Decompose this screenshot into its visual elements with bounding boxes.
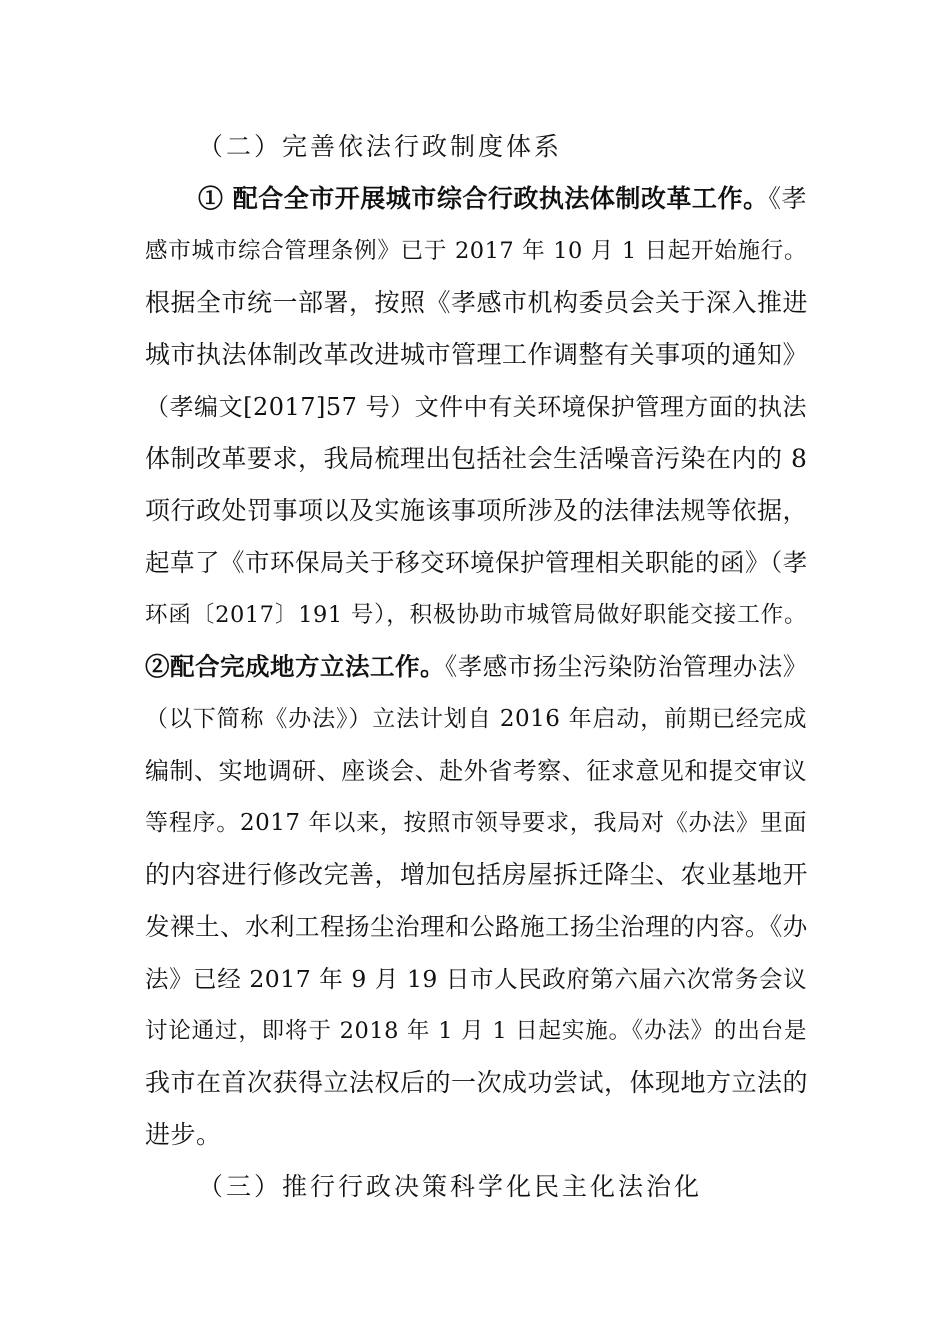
para1-line: 城市执法体制改革改进城市管理工作调整有关事项的通知》	[145, 340, 809, 369]
para2-line: 我市在首次获得立法权后的一次成功尝试，体现地方立法的	[145, 1068, 809, 1097]
para2-line: 讨论通过，即将于 2018 年 1 月 1 日起实施。《办法》的出台是	[145, 1018, 807, 1044]
para2-line: 法》已经 2017 年 9 月 19 日市人民政府第六届六次常务会议	[145, 965, 807, 993]
para2-line: 的内容进行修改完善，增加包括房屋拆迁降尘、农业基地开	[145, 860, 809, 889]
para1-line: 体制改革要求，我局梳理出包括社会生活噪音污染在内的 8	[145, 444, 808, 473]
para1-first-line	[198, 184, 807, 214]
para2-lead: ②配合完成地方立法工作。	[145, 652, 445, 681]
para2-line1-rest: 《孝感市扬尘污染防治管理办法》	[445, 652, 808, 681]
para1-line: 感市城市综合管理条例》已于 2017 年 10 月 1 日起开始施行。	[145, 238, 807, 264]
para2-line: 发裸土、水利工程扬尘治理和公路施工扬尘治理的内容。《办	[145, 912, 808, 941]
para1-line: 项行政处罚事项以及实施该事项所涉及的法律法规等依据，	[145, 496, 809, 525]
para1-line: 环函〔2017〕191 号），积极协助市城管局做好职能交接工作。	[145, 602, 807, 628]
section-heading-2: （二）完善依法行政制度体系	[198, 132, 563, 161]
para1-lead: ① 配合全市开展城市综合行政执法体制改革工作。	[198, 184, 769, 213]
para2-line: 进步。	[145, 1120, 222, 1149]
para2-line: （以下简称《办法》）立法计划自 2016 年启动，前期已经完成	[145, 706, 807, 732]
para1-line: 起草了《市环保局关于移交环境保护管理相关职能的函》（孝	[145, 548, 808, 577]
para1-line: （孝编文[2017]57 号）文件中有关环境保护管理方面的执法	[145, 393, 807, 421]
para1-line1-rest: 《孝	[768, 184, 807, 213]
para1-line: 根据全市统一部署，按照《孝感市机构委员会关于深入推进	[145, 288, 809, 317]
para2-first-line	[145, 652, 807, 682]
section-heading-3: （三）推行行政决策科学化民主化法治化	[198, 1172, 703, 1201]
para2-line: 编制、实地调研、座谈会、赴外省考察、征求意见和提交审议	[145, 757, 807, 785]
para2-line: 等程序。2017 年以来，按照市领导要求，我局对《办法》里面	[145, 810, 807, 836]
